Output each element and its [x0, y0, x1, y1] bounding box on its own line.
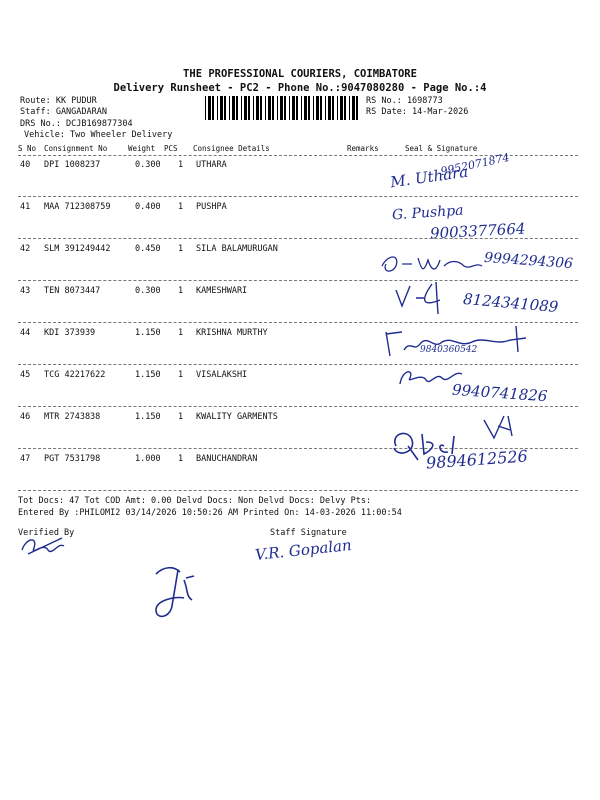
row-sno: 47	[20, 454, 31, 464]
row-consignee: KRISHNA MURTHY	[196, 328, 268, 338]
row-sno: 40	[20, 160, 31, 170]
row-consignment: MAA 712308759	[44, 202, 111, 212]
row-sno: 44	[20, 328, 31, 338]
row-divider	[18, 364, 578, 365]
row-weight: 1.150	[135, 328, 161, 338]
col-sno: S No	[18, 144, 37, 153]
receiver-signature	[380, 322, 530, 362]
row-sno: 46	[20, 412, 31, 422]
receiver-signature	[480, 412, 516, 446]
row-weight: 1.000	[135, 454, 161, 464]
row-consignment: SLM 391249442	[44, 244, 111, 254]
row-consignment: MTR 2743838	[44, 412, 101, 422]
entered-by-line: Entered By :PHILOMI2 03/14/2026 10:50:26 AM Printed On: 14-03-2026 11:00:54	[18, 508, 402, 518]
vehicle-label: Vehicle: Two Wheeler Delivery	[24, 130, 173, 140]
receiver-signature: M. Uthara	[389, 162, 470, 192]
row-pcs: 1	[178, 244, 184, 254]
row-pcs: 1	[178, 202, 184, 212]
row-consignment: TCG 42217622	[44, 370, 106, 380]
receiver-phone: 9952071874	[439, 150, 511, 179]
receiver-phone: 9003377664	[429, 219, 526, 243]
col-consignment: Consignment No	[44, 144, 108, 153]
staff-label: Staff: GANGADARAN	[20, 107, 107, 117]
rs-number: RS No.: 1698773	[366, 96, 443, 106]
row-consignment: KDI 373939	[44, 328, 96, 338]
row-consignment: PGT 7531798	[44, 454, 101, 464]
runsheet-subtitle: Delivery Runsheet - PC2 - Phone No.:9047080280 - Page No.:4	[113, 82, 487, 94]
staff-signature-label: Staff Signature	[270, 528, 347, 538]
row-weight: 1.150	[135, 370, 161, 380]
row-pcs: 1	[178, 160, 184, 170]
receiver-phone: 9840360542	[420, 345, 478, 355]
verified-signature	[18, 532, 68, 564]
receiver-signature	[378, 252, 488, 280]
row-divider	[18, 238, 578, 239]
row-weight: 1.150	[135, 412, 161, 422]
row-consignee: VISALAKSHI	[196, 370, 248, 380]
receiver-phone: 9894612526	[425, 446, 529, 473]
row-consignment: TEN 8073447	[44, 286, 101, 296]
receiver-phone: 8124341089	[462, 289, 560, 317]
row-divider	[18, 196, 578, 197]
row-consignee: PUSHPA	[196, 202, 227, 212]
receiver-signature	[392, 280, 456, 320]
row-sno: 41	[20, 202, 31, 212]
row-divider	[18, 490, 578, 491]
supervisor-initials	[150, 560, 200, 628]
barcode	[205, 96, 360, 120]
totals-line: Tot Docs: 47 Tot COD Amt: 0.00 Delvd Docs: Non Delvd Docs: Delvy Pts:	[18, 496, 372, 506]
route-label: Route: KK PUDUR	[20, 96, 97, 106]
receiver-phone: 9940741826	[451, 380, 548, 406]
row-weight: 0.300	[135, 160, 161, 170]
row-sno: 43	[20, 286, 31, 296]
row-divider	[18, 406, 578, 407]
col-seal-signature: Seal & Signature	[405, 144, 478, 153]
row-consignee: SILA BALAMURUGAN	[196, 244, 278, 254]
row-pcs: 1	[178, 286, 184, 296]
row-consignee: BANUCHANDRAN	[196, 454, 258, 464]
col-pcs: PCS	[164, 144, 178, 153]
row-pcs: 1	[178, 328, 184, 338]
col-consignee: Consignee Details	[193, 144, 270, 153]
row-consignee: KWALITY GARMENTS	[196, 412, 278, 422]
company-title: THE PROFESSIONAL COURIERS, COIMBATORE	[183, 68, 417, 80]
row-consignment: DPI 1008237	[44, 160, 101, 170]
row-pcs: 1	[178, 370, 184, 380]
row-pcs: 1	[178, 412, 184, 422]
row-sno: 45	[20, 370, 31, 380]
verified-by-label: Verified By	[18, 528, 75, 538]
rs-date: RS Date: 14-Mar-2026	[366, 107, 469, 117]
row-consignee: KAMESHWARI	[196, 286, 248, 296]
row-divider	[18, 280, 578, 281]
staff-signature: V.R. Gopalan	[254, 535, 353, 565]
receiver-phone: 9994294306	[483, 249, 574, 273]
row-weight: 0.300	[135, 286, 161, 296]
row-weight: 0.450	[135, 244, 161, 254]
drs-number: DRS No.: DCJB169877304	[20, 119, 133, 129]
row-pcs: 1	[178, 454, 184, 464]
col-remarks: Remarks	[347, 144, 379, 153]
receiver-signature: G. Pushpa	[391, 202, 465, 224]
row-consignee: UTHARA	[196, 160, 227, 170]
row-weight: 0.400	[135, 202, 161, 212]
row-sno: 42	[20, 244, 31, 254]
col-weight: Weight	[128, 144, 156, 153]
